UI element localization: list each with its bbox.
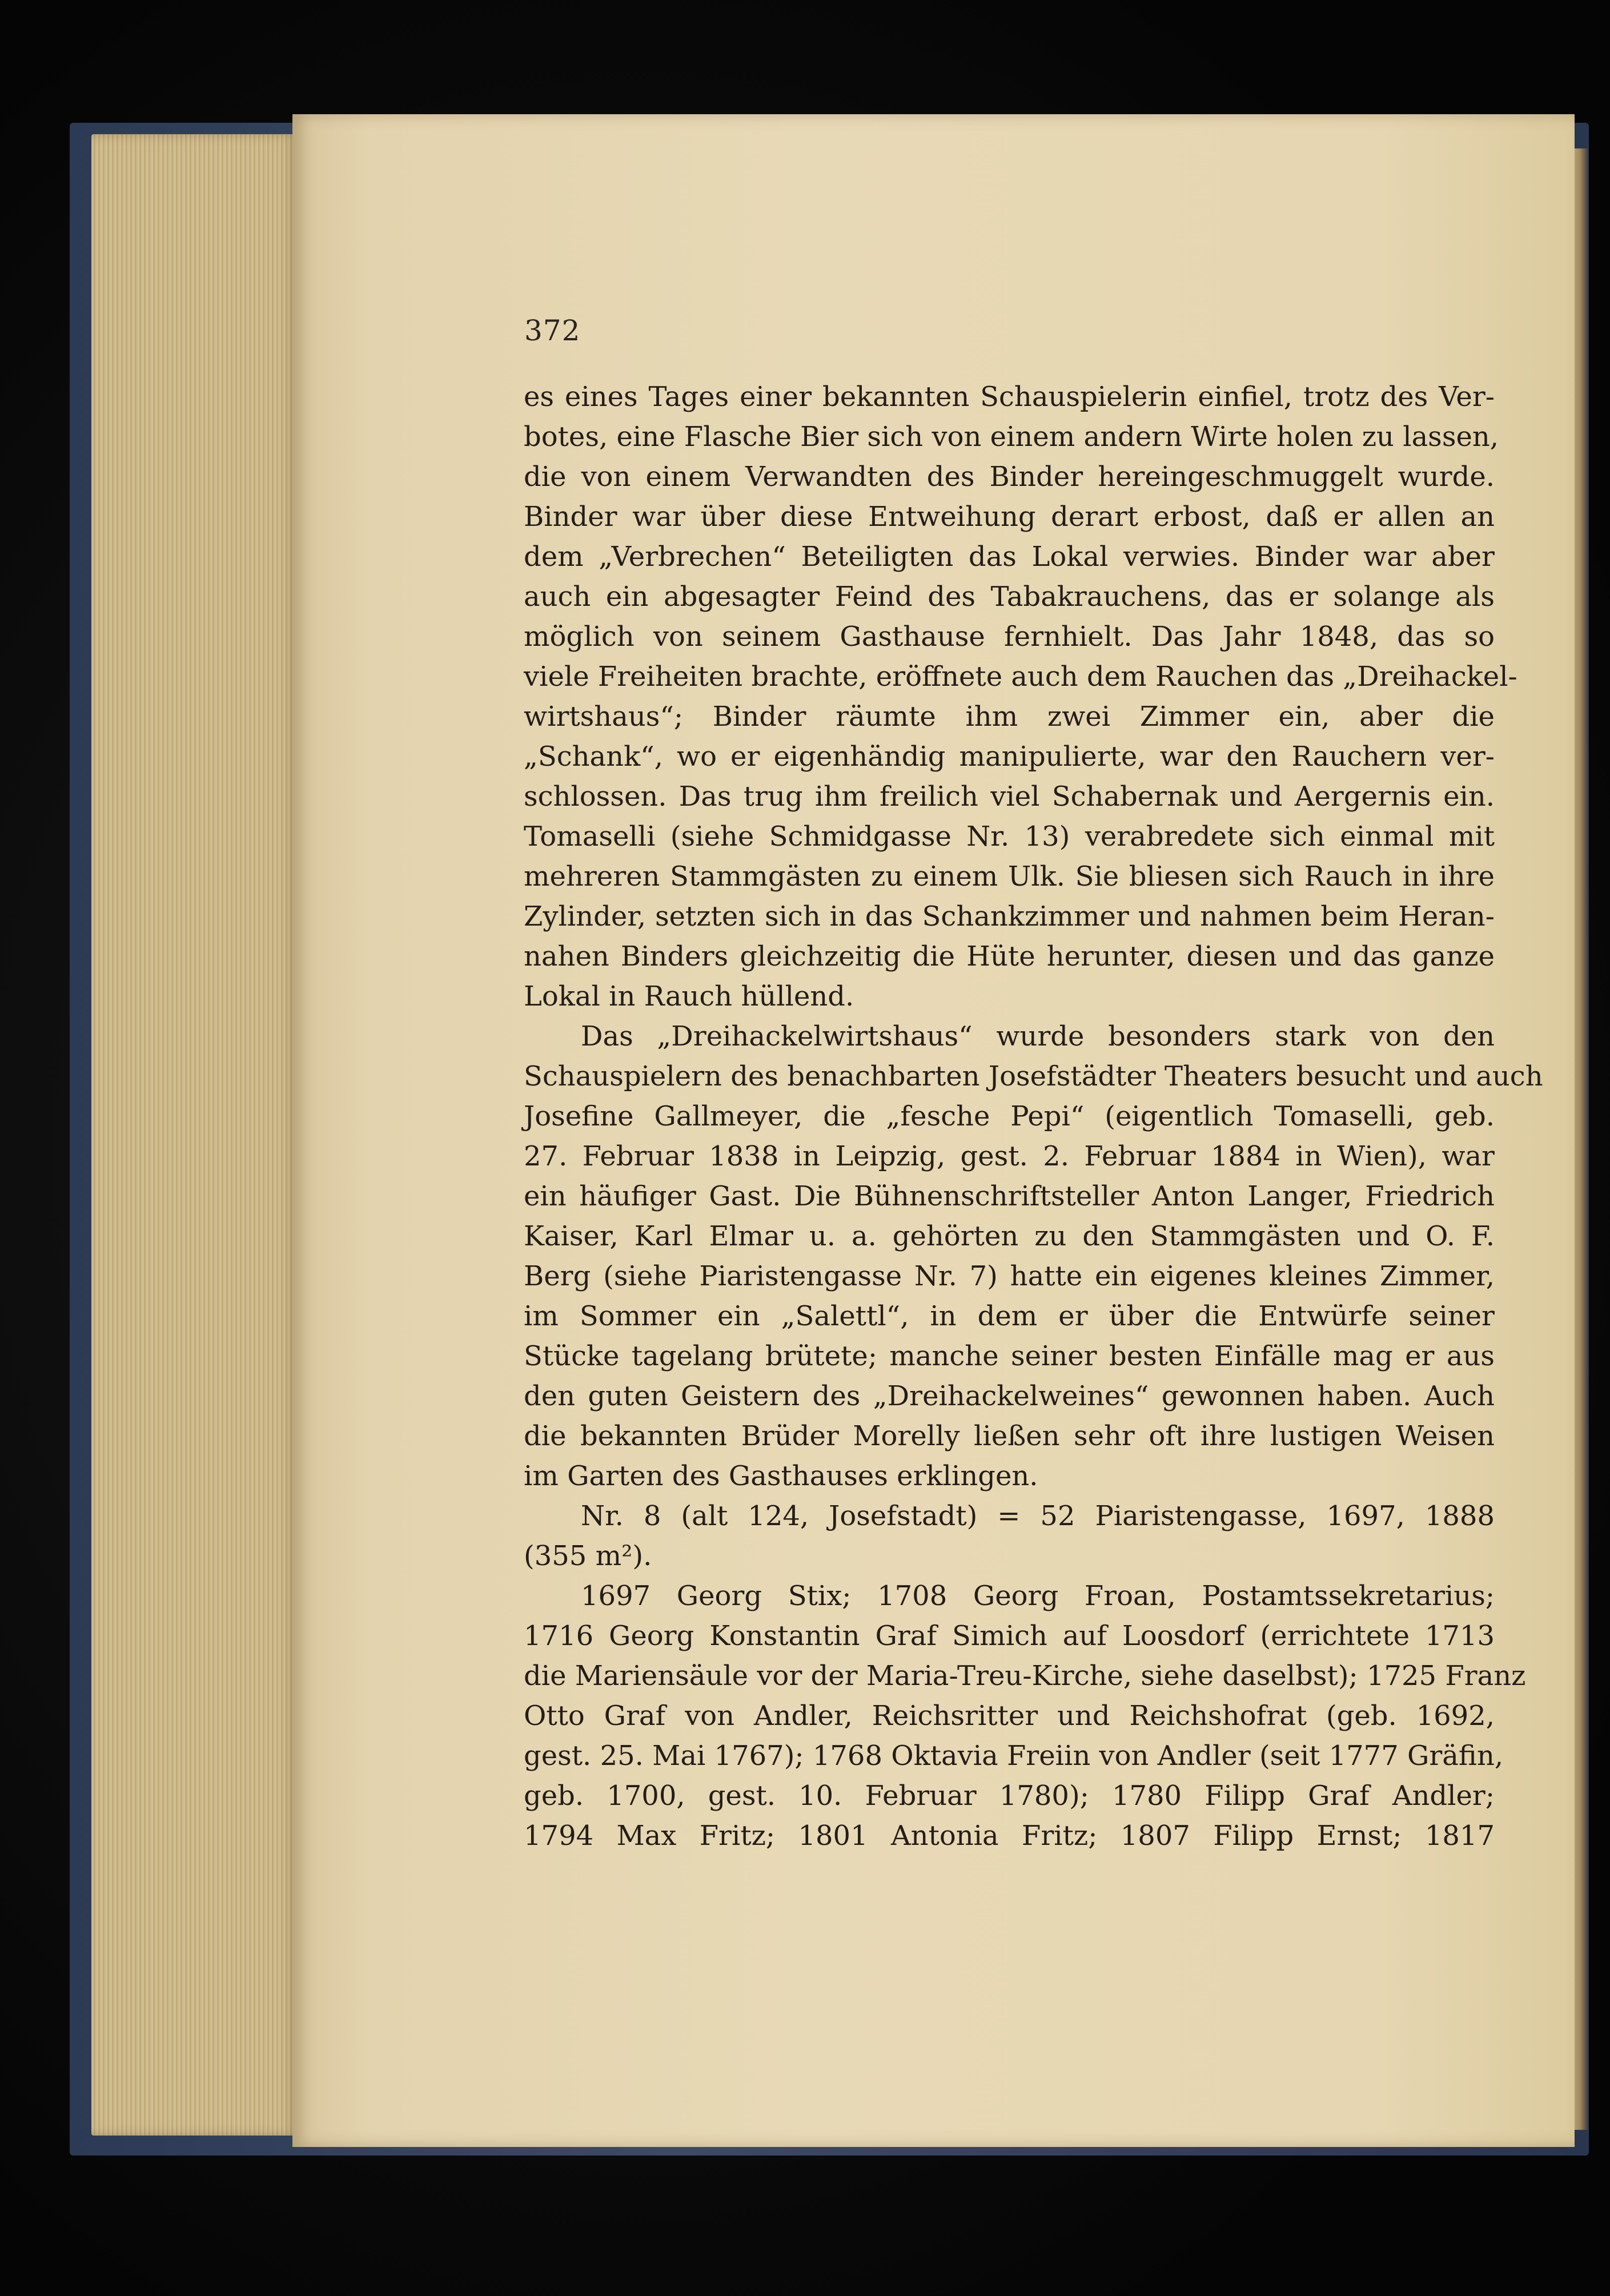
text-line: wirtshaus“; Binder räumte ihm zwei Zimmer ein, aber die bbox=[524, 701, 1495, 733]
text-line: nahen Binders gleichzeitig die Hüte herunter, diesen und das ganze bbox=[524, 940, 1495, 972]
text-line: Das „Dreihackelwirtshaus“ wurde besonders stark von den bbox=[581, 1020, 1495, 1052]
text-line: Kaiser, Karl Elmar u. a. gehörten zu den Stammgästen und O. F. bbox=[524, 1220, 1495, 1252]
text-line: den guten Geistern des „Dreihackelweines“ gewonnen haben. Auch bbox=[524, 1380, 1495, 1412]
page-edges bbox=[91, 134, 297, 2136]
text-line: Lokal in Rauch hüllend. bbox=[524, 980, 854, 1012]
text-line: auch ein abgesagter Feind des Tabakrauchens, das er solange als bbox=[524, 581, 1495, 613]
text-line: im Sommer ein „Salettl“, in dem er über die Entwürfe seiner bbox=[524, 1300, 1495, 1332]
text-line: „Schank“, wo er eigenhändig manipulierte, war den Rauchern ver- bbox=[524, 741, 1495, 773]
text-line: schlossen. Das trug ihm freilich viel Schabernak und Aergernis ein. bbox=[524, 781, 1495, 813]
body-text bbox=[524, 377, 1543, 1856]
text-line: Otto Graf von Andler, Reichsritter und Reichshofrat (geb. 1692, bbox=[524, 1700, 1495, 1732]
text-line: 1697 Georg Stix; 1708 Georg Froan, Postamtssekretarius; bbox=[581, 1580, 1495, 1612]
text-line: Zylinder, setzten sich in das Schankzimmer und nahmen beim Heran- bbox=[524, 900, 1495, 932]
text-line: im Garten des Gasthauses erklingen. bbox=[524, 1460, 1038, 1492]
text-line: mehreren Stammgästen zu einem Ulk. Sie bliesen sich Rauch in ihre bbox=[524, 861, 1495, 892]
text-line: 1716 Georg Konstantin Graf Simich auf Loosdorf (errichtete 1713 bbox=[524, 1620, 1495, 1652]
text-line: ein häufiger Gast. Die Bühnenschriftsteller Anton Langer, Friedrich bbox=[524, 1180, 1495, 1212]
text-line: Binder war über diese Entweihung derart erbost, daß er allen an bbox=[524, 501, 1495, 533]
text-line: botes, eine Flasche Bier sich von einem andern Wirte holen zu lassen, bbox=[524, 421, 1499, 453]
text-line: die von einem Verwandten des Binder hereingeschmuggelt wurde. bbox=[524, 461, 1495, 493]
text-line: Tomaselli (siehe Schmidgasse Nr. 13) verabredete sich einmal mit bbox=[524, 821, 1495, 853]
text-line: Stücke tagelang brütete; manche seiner besten Einfälle mag er aus bbox=[524, 1340, 1495, 1372]
text-line: dem „Verbrechen“ Beteiligten das Lokal verwies. Binder war aber bbox=[524, 541, 1495, 573]
text-line: geb. 1700, gest. 10. Februar 1780); 1780 Filipp Graf Andler; bbox=[524, 1780, 1495, 1812]
text-line: viele Freiheiten brachte, eröffnete auch dem Rauchen das „Dreihackel- bbox=[524, 661, 1517, 693]
page-number: 372 bbox=[524, 314, 581, 347]
text-line: 27. Februar 1838 in Leipzig, gest. 2. Februar 1884 in Wien), war bbox=[524, 1140, 1495, 1172]
text-line: (355 m²). bbox=[524, 1540, 652, 1572]
text-line: Berg (siehe Piaristengasse Nr. 7) hatte ein eigenes kleines Zimmer, bbox=[524, 1260, 1495, 1292]
text-line: die Mariensäule vor der Maria-Treu-Kirche, siehe daselbst); 1725 Franz bbox=[524, 1660, 1526, 1692]
text-line: Josefine Gallmeyer, die „fesche Pepi“ (eigentlich Tomaselli, geb. bbox=[524, 1100, 1495, 1132]
text-line: möglich von seinem Gasthause fernhielt. Das Jahr 1848, das so bbox=[524, 621, 1495, 653]
text-line: 1794 Max Fritz; 1801 Antonia Fritz; 1807 Filipp Ernst; 1817 bbox=[524, 1820, 1495, 1852]
text-line: Schauspielern des benachbarten Josefstädter Theaters besucht und auch bbox=[524, 1060, 1543, 1092]
text-line: gest. 25. Mai 1767); 1768 Oktavia Freiin von Andler (seit 1777 Gräfin, bbox=[524, 1740, 1504, 1772]
text-line: die bekannten Brüder Morelly ließen sehr oft ihre lustigen Weisen bbox=[524, 1420, 1495, 1452]
text-line: es eines Tages einer bekannten Schauspielerin einfiel, trotz des Ver- bbox=[524, 381, 1495, 413]
text-line: Nr. 8 (alt 124, Josefstadt) = 52 Piaristengasse, 1697, 1888 bbox=[581, 1500, 1495, 1532]
book-page bbox=[292, 114, 1575, 2147]
